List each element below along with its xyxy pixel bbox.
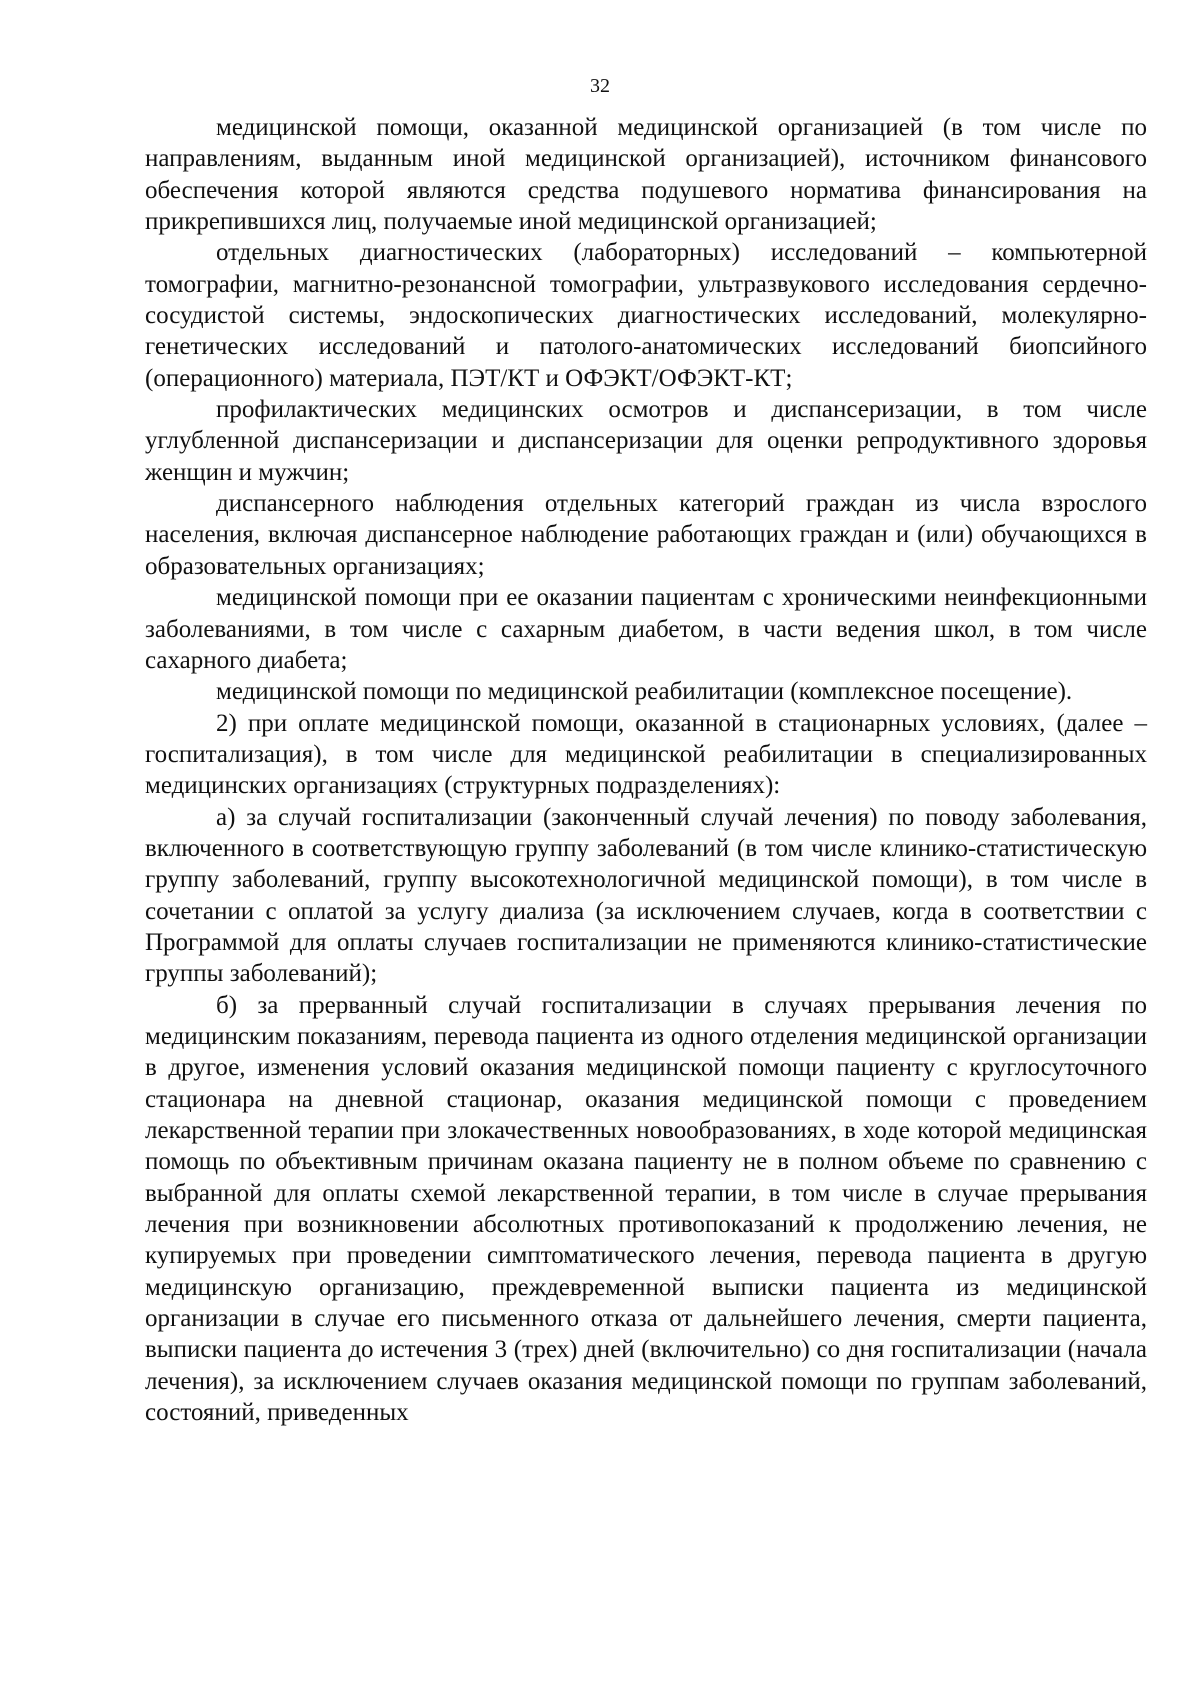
paragraph-4: диспансерного наблюдения отдельных категорий граждан из числа взрослого населения, включая диспансерное наблюдение работающих граждан и (или) обучающихся в образовательных организациях; [145, 490, 1147, 580]
paragraph-8: а) за случай госпитализации (законченный случай лечения) по поводу заболевания, включенного в соответствующую группу заболеваний (в том числе клинико-статистическую группу заболеваний, группу высокотехнологичной медицинской помощи), в том числе в сочетании с оплатой за услугу диализа (за исключением случаев, когда в соответствии с Программой для оплаты случаев госпитализации не применяются клинико-статистические группы заболеваний); [145, 803, 1147, 988]
paragraph-1: медицинской помощи, оказанной медицинской организацией (в том числе по направлениям, выданным иной медицинской организацией), источником финансового обеспечения которой являются средства подушевого норматива финансирования на прикрепившихся лиц, получаемые иной медицинской организацией; [145, 114, 1147, 236]
document-body [145, 112, 1147, 1428]
page-number: 32 [590, 75, 610, 97]
paragraph-5: медицинской помощи при ее оказании пациентам с хроническими неинфекционными заболеваниями, в том числе с сахарным диабетом, в части ведения школ, в том числе сахарного диабета; [145, 584, 1147, 674]
paragraph-3: профилактических медицинских осмотров и диспансеризации, в том числе углубленной диспансеризации и диспансеризации для оценки репродуктивного здоровья женщин и мужчин; [145, 396, 1147, 486]
paragraph-7: 2) при оплате медицинской помощи, оказанной в стационарных условиях, (далее – госпитализация), в том числе для медицинской реабилитации в специализированных медицинских организациях (структурных подразделениях): [145, 709, 1147, 800]
paragraph-2: отдельных диагностических (лабораторных) исследований – компьютерной томографии, магнитно-резонансной томографии, ультразвукового исследования сердечно-сосудистой системы, эндоскопических диагностических исследований, молекулярно-генетических исследований и патолого-анатомических исследований биопсийного (операционного) материала, ПЭТ/КТ и ОФЭКТ/ОФЭКТ-КТ; [145, 239, 1147, 392]
paragraph-9: б) за прерванный случай госпитализации в случаях прерывания лечения по медицинским показаниям, перевода пациента из одного отделения медицинской организации в другое, изменения условий оказания медицинской помощи пациенту с круглосуточного стационара на дневной стационар, оказания медицинской помощи с проведением лекарственной терапии при злокачественных новообразованиях, в ходе которой медицинская помощь по объективным причинам оказана пациенту не в полном объеме по сравнению с выбранной для оплаты схемой лекарственной терапии, в том числе в случае прерывания лечения при возникновении абсолютных противопоказаний к продолжению лечения, не купируемых при проведении симптоматического лечения, перевода пациента в другую медицинскую организацию, преждевременной выписки пациента из медицинской организации в случае его письменного отказа от дальнейшего лечения, смерти пациента, выписки пациента до истечения 3 (трех) дней (включительно) со дня госпитализации (начала лечения), за исключением случаев оказания медицинской помощи по группам заболеваний, состояний, приведенных [145, 991, 1147, 1427]
paragraph-6: медицинской помощи по медицинской реабилитации (комплексное посещение). [216, 678, 1073, 706]
